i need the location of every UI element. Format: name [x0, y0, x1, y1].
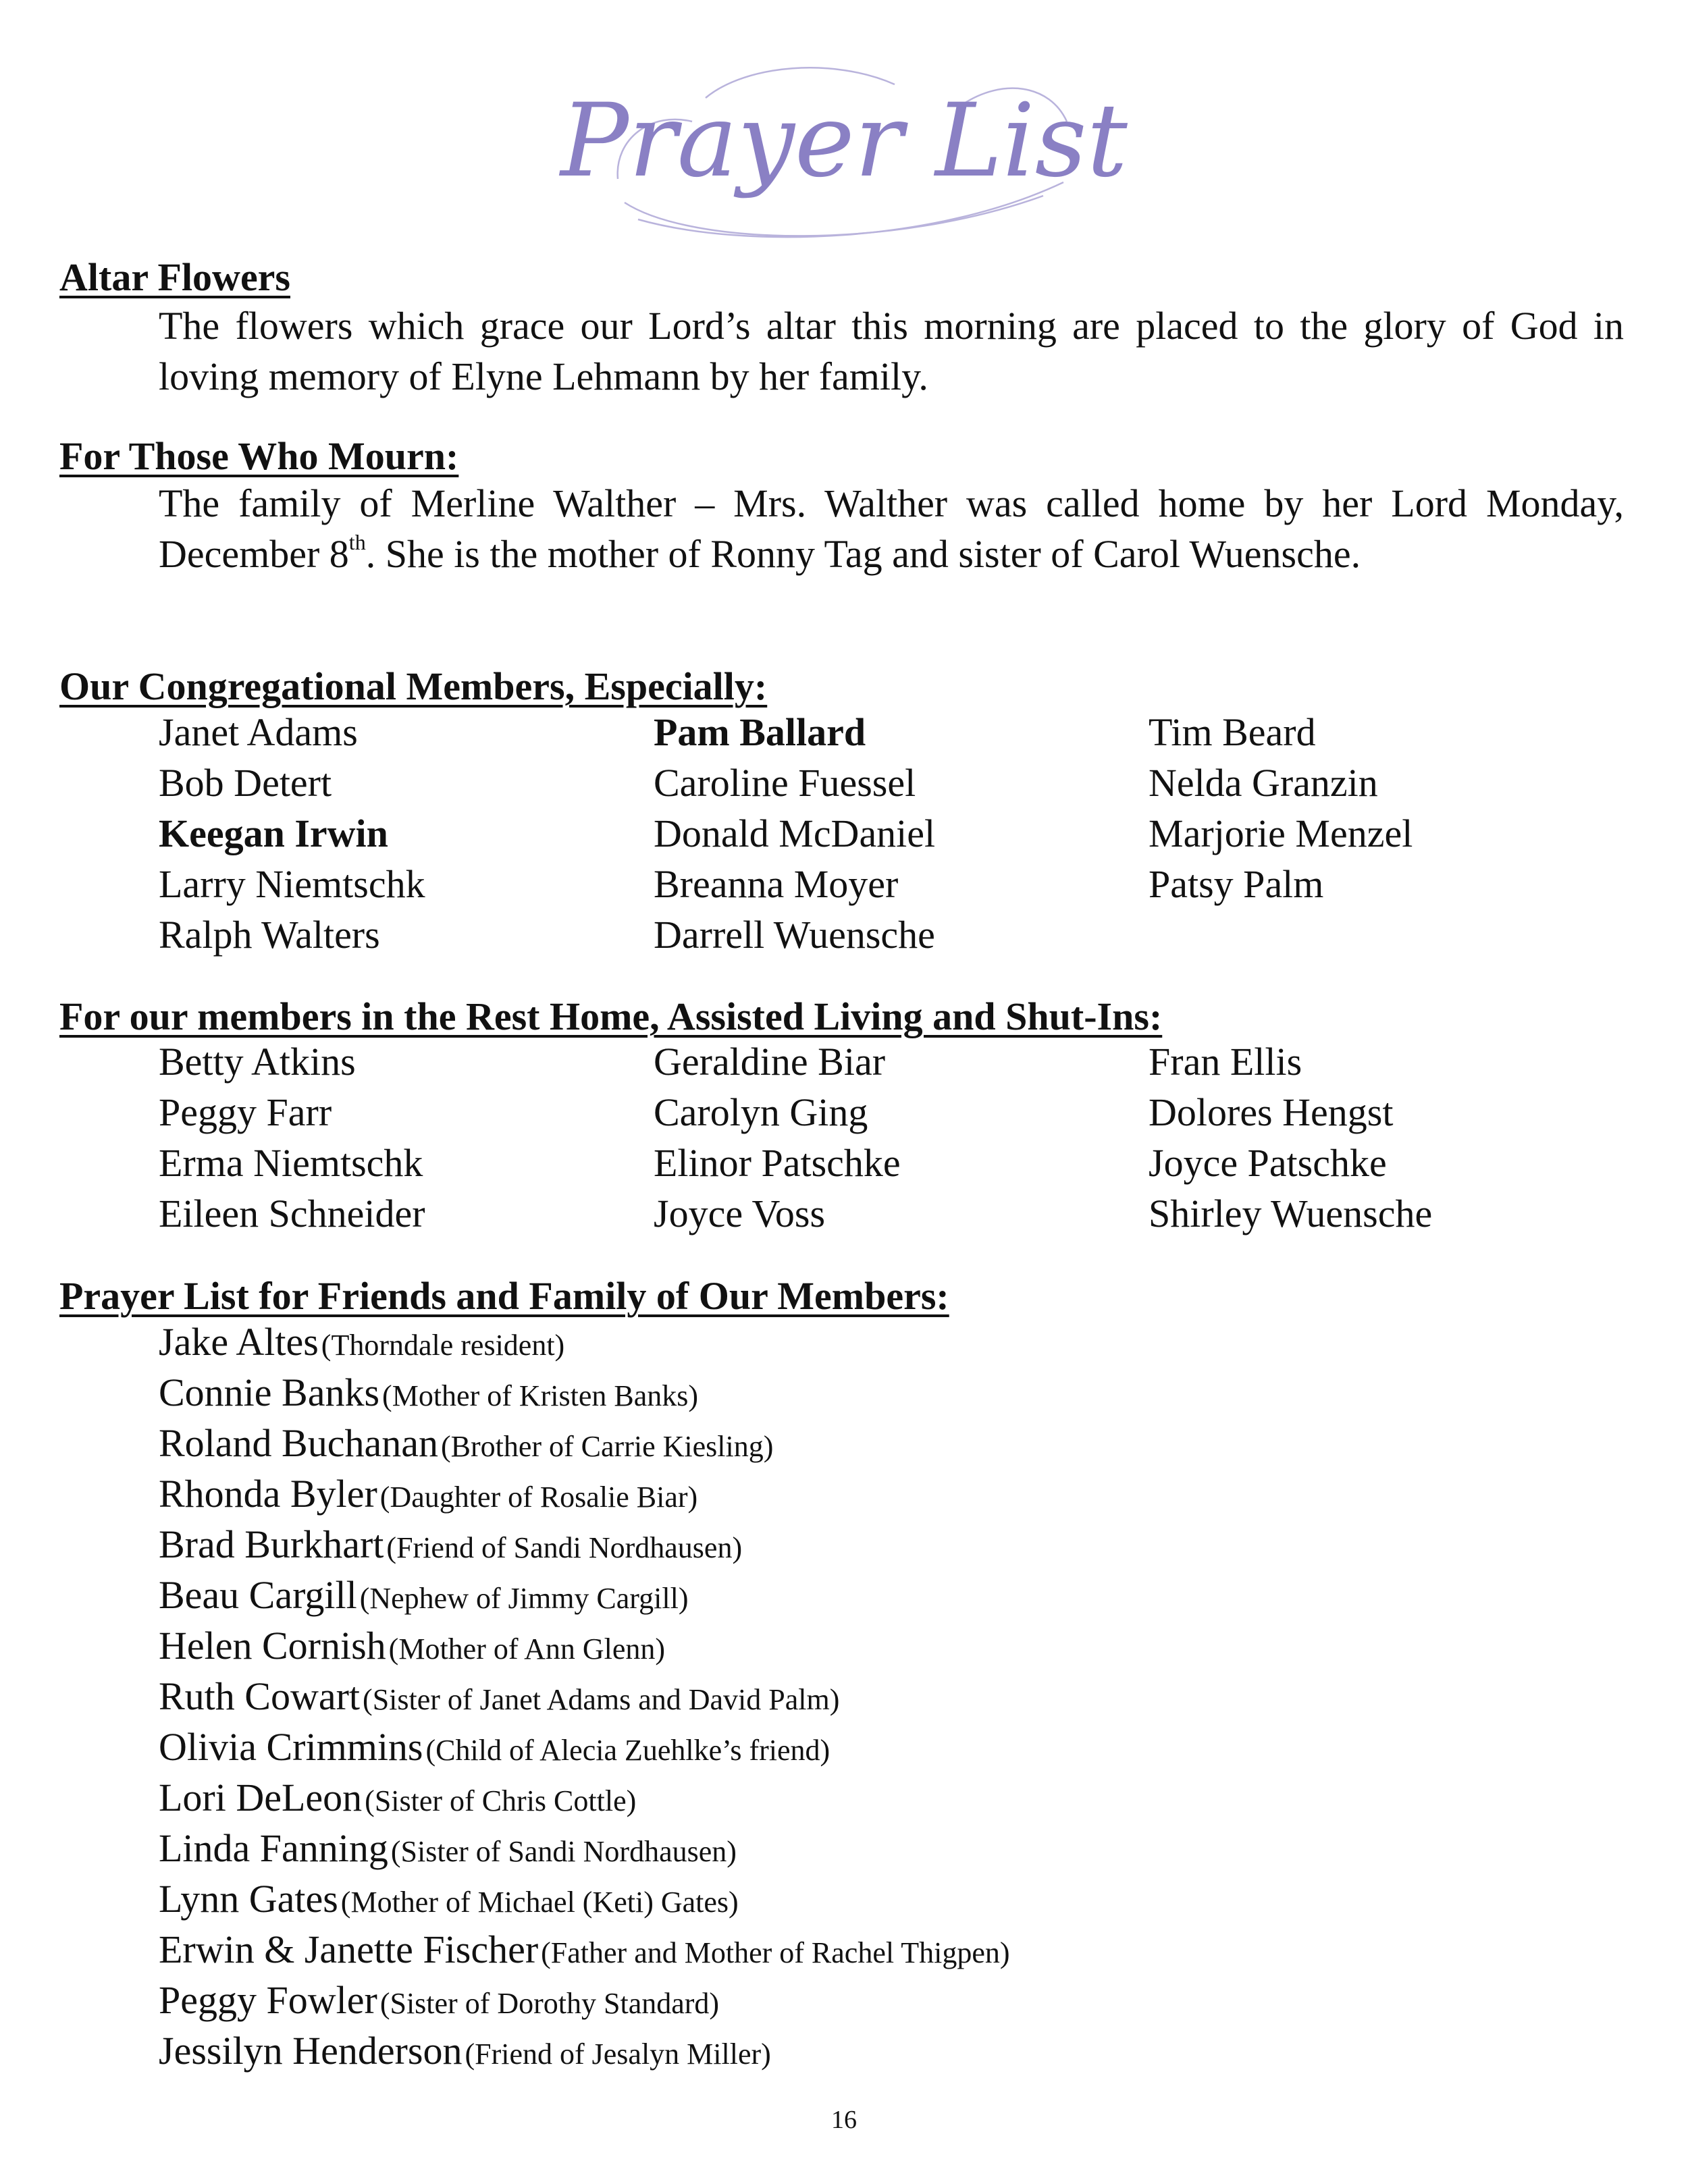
congregational-member-name: Breanna Moyer — [654, 862, 899, 906]
friend-relation: (Sister of Sandi Nordhausen) — [390, 1835, 737, 1868]
friend-list-item — [159, 1975, 1624, 2025]
friend-name: Jake Altes — [159, 1320, 319, 1364]
congregational-member-name: Pam Ballard — [654, 710, 866, 754]
rest-home-members-list — [159, 1036, 1624, 1239]
congregational-member-name: Bob Detert — [159, 761, 332, 805]
rest-home-member-name: Fran Ellis — [1149, 1040, 1302, 1084]
rest-home-member-name: Joyce Patschke — [1149, 1141, 1387, 1185]
friend-name: Connie Banks — [159, 1370, 380, 1414]
friend-name: Peggy Fowler — [159, 1978, 377, 2022]
congregational-member-name: Janet Adams — [159, 710, 358, 754]
friend-list-item — [159, 1924, 1624, 1975]
rest-home-member-name: Erma Niemtschk — [159, 1141, 423, 1185]
friend-name: Lori DeLeon — [159, 1776, 363, 1819]
friend-list-item — [159, 1570, 1624, 1620]
friend-list-item — [159, 1772, 1624, 1823]
friend-name: Ruth Cowart — [159, 1674, 361, 1718]
congregational-member-name: Ralph Walters — [159, 913, 380, 957]
rest-home-member-name: Carolyn Ging — [654, 1090, 868, 1134]
congregational-members-list — [159, 707, 1624, 960]
congregational-member-name: Larry Niemtschk — [159, 862, 425, 906]
friend-name: Jessilyn Henderson — [159, 2029, 463, 2073]
friend-relation: (Child of Alecia Zuehlke’s friend) — [425, 1734, 830, 1767]
congregational-member-name: Tim Beard — [1149, 710, 1316, 754]
friend-name: Brad Burkhart — [159, 1522, 384, 1566]
congregational-member-name: Caroline Fuessel — [654, 761, 916, 805]
page-number: 16 — [831, 2106, 857, 2134]
friend-list-item — [159, 1722, 1624, 1772]
friend-relation: (Friend of Jesalyn Miller) — [465, 2037, 771, 2071]
rest-home-member-name: Joyce Voss — [654, 1192, 826, 1235]
friend-relation: (Daughter of Rosalie Biar) — [379, 1481, 698, 1514]
logo-text: Prayer List — [560, 82, 1128, 200]
rest-home-member-name: Eileen Schneider — [159, 1192, 425, 1235]
rest-home-member-name: Shirley Wuensche — [1149, 1192, 1433, 1235]
friend-relation: (Sister of Chris Cottle) — [365, 1784, 637, 1817]
friend-relation: (Mother of Ann Glenn) — [388, 1632, 666, 1666]
friend-relation: (Friend of Sandi Nordhausen) — [386, 1531, 743, 1564]
friend-name: Beau Cargill — [159, 1573, 357, 1617]
mourn-heading: For Those Who Mourn: — [59, 434, 459, 478]
congregational-member-name: Marjorie Menzel — [1149, 811, 1413, 855]
rest-home-member-name: Elinor Patschke — [654, 1141, 901, 1185]
friend-name: Rhonda Byler — [159, 1472, 377, 1516]
friend-name: Linda Fanning — [159, 1826, 388, 1870]
friend-relation: (Sister of Janet Adams and David Palm) — [363, 1683, 840, 1716]
congregational-member-name: Darrell Wuensche — [654, 913, 935, 957]
rest-home-member-name: Betty Atkins — [159, 1040, 356, 1084]
friend-list-item — [159, 2025, 1624, 2076]
friend-relation: (Thorndale resident) — [321, 1329, 565, 1362]
friend-list-item — [159, 1468, 1624, 1519]
friend-name: Helen Cornish — [159, 1624, 386, 1668]
rest-home-heading: For our members in the Rest Home, Assisted Living and Shut-Ins: — [59, 994, 1163, 1038]
friend-relation: (Mother of Kristen Banks) — [382, 1379, 699, 1412]
friend-list-item — [159, 1873, 1624, 1924]
friend-name: Erwin & Janette Fischer — [159, 1927, 539, 1971]
friend-list-item — [159, 1367, 1624, 1418]
friend-relation: (Father and Mother of Rachel Thigpen) — [541, 1936, 1010, 1969]
friend-list-item — [159, 1823, 1624, 1873]
friend-list-item — [159, 1418, 1624, 1468]
friend-name: Roland Buchanan — [159, 1421, 438, 1465]
friend-name: Lynn Gates — [159, 1877, 338, 1921]
rest-home-member-name: Peggy Farr — [159, 1090, 332, 1134]
congregational-heading: Our Congregational Members, Especially: — [59, 664, 768, 708]
friend-name: Olivia Crimmins — [159, 1725, 423, 1769]
rest-home-member-name: Dolores Hengst — [1149, 1090, 1394, 1134]
friend-list-item — [159, 1316, 1624, 1367]
friends-family-list — [159, 1316, 1624, 2076]
rest-home-member-name: Geraldine Biar — [654, 1040, 886, 1084]
congregational-member-name: Patsy Palm — [1149, 862, 1324, 906]
friend-relation: (Brother of Carrie Kiesling) — [440, 1430, 774, 1463]
mourn-text: The family of Merline Walther – Mrs. Walther was called home by her Lord Monday, December 8th. She is the mother of Ronny Tag and sister of Carol Wuensche. — [159, 481, 1624, 576]
friend-relation: (Nephew of Jimmy Cargill) — [359, 1582, 689, 1615]
congregational-member-name: Nelda Granzin — [1149, 761, 1378, 805]
congregational-member-name: Keegan Irwin — [159, 811, 388, 855]
friend-relation: (Mother of Michael (Keti) Gates) — [340, 1886, 739, 1919]
friend-list-item — [159, 1620, 1624, 1671]
friends-family-heading: Prayer List for Friends and Family of Our Members: — [59, 1274, 949, 1318]
friend-list-item — [159, 1671, 1624, 1722]
congregational-member-name: Donald McDaniel — [654, 811, 936, 855]
friend-relation: (Sister of Dorothy Standard) — [379, 1987, 720, 2020]
altar-flowers-text: The flowers which grace our Lord’s altar this morning are placed to the glory of God in loving memory of Elyne Lehmann by her family. — [159, 304, 1624, 398]
altar-flowers-heading: Altar Flowers — [59, 255, 290, 299]
prayer-list-logo — [560, 57, 1128, 250]
friend-list-item — [159, 1519, 1624, 1570]
